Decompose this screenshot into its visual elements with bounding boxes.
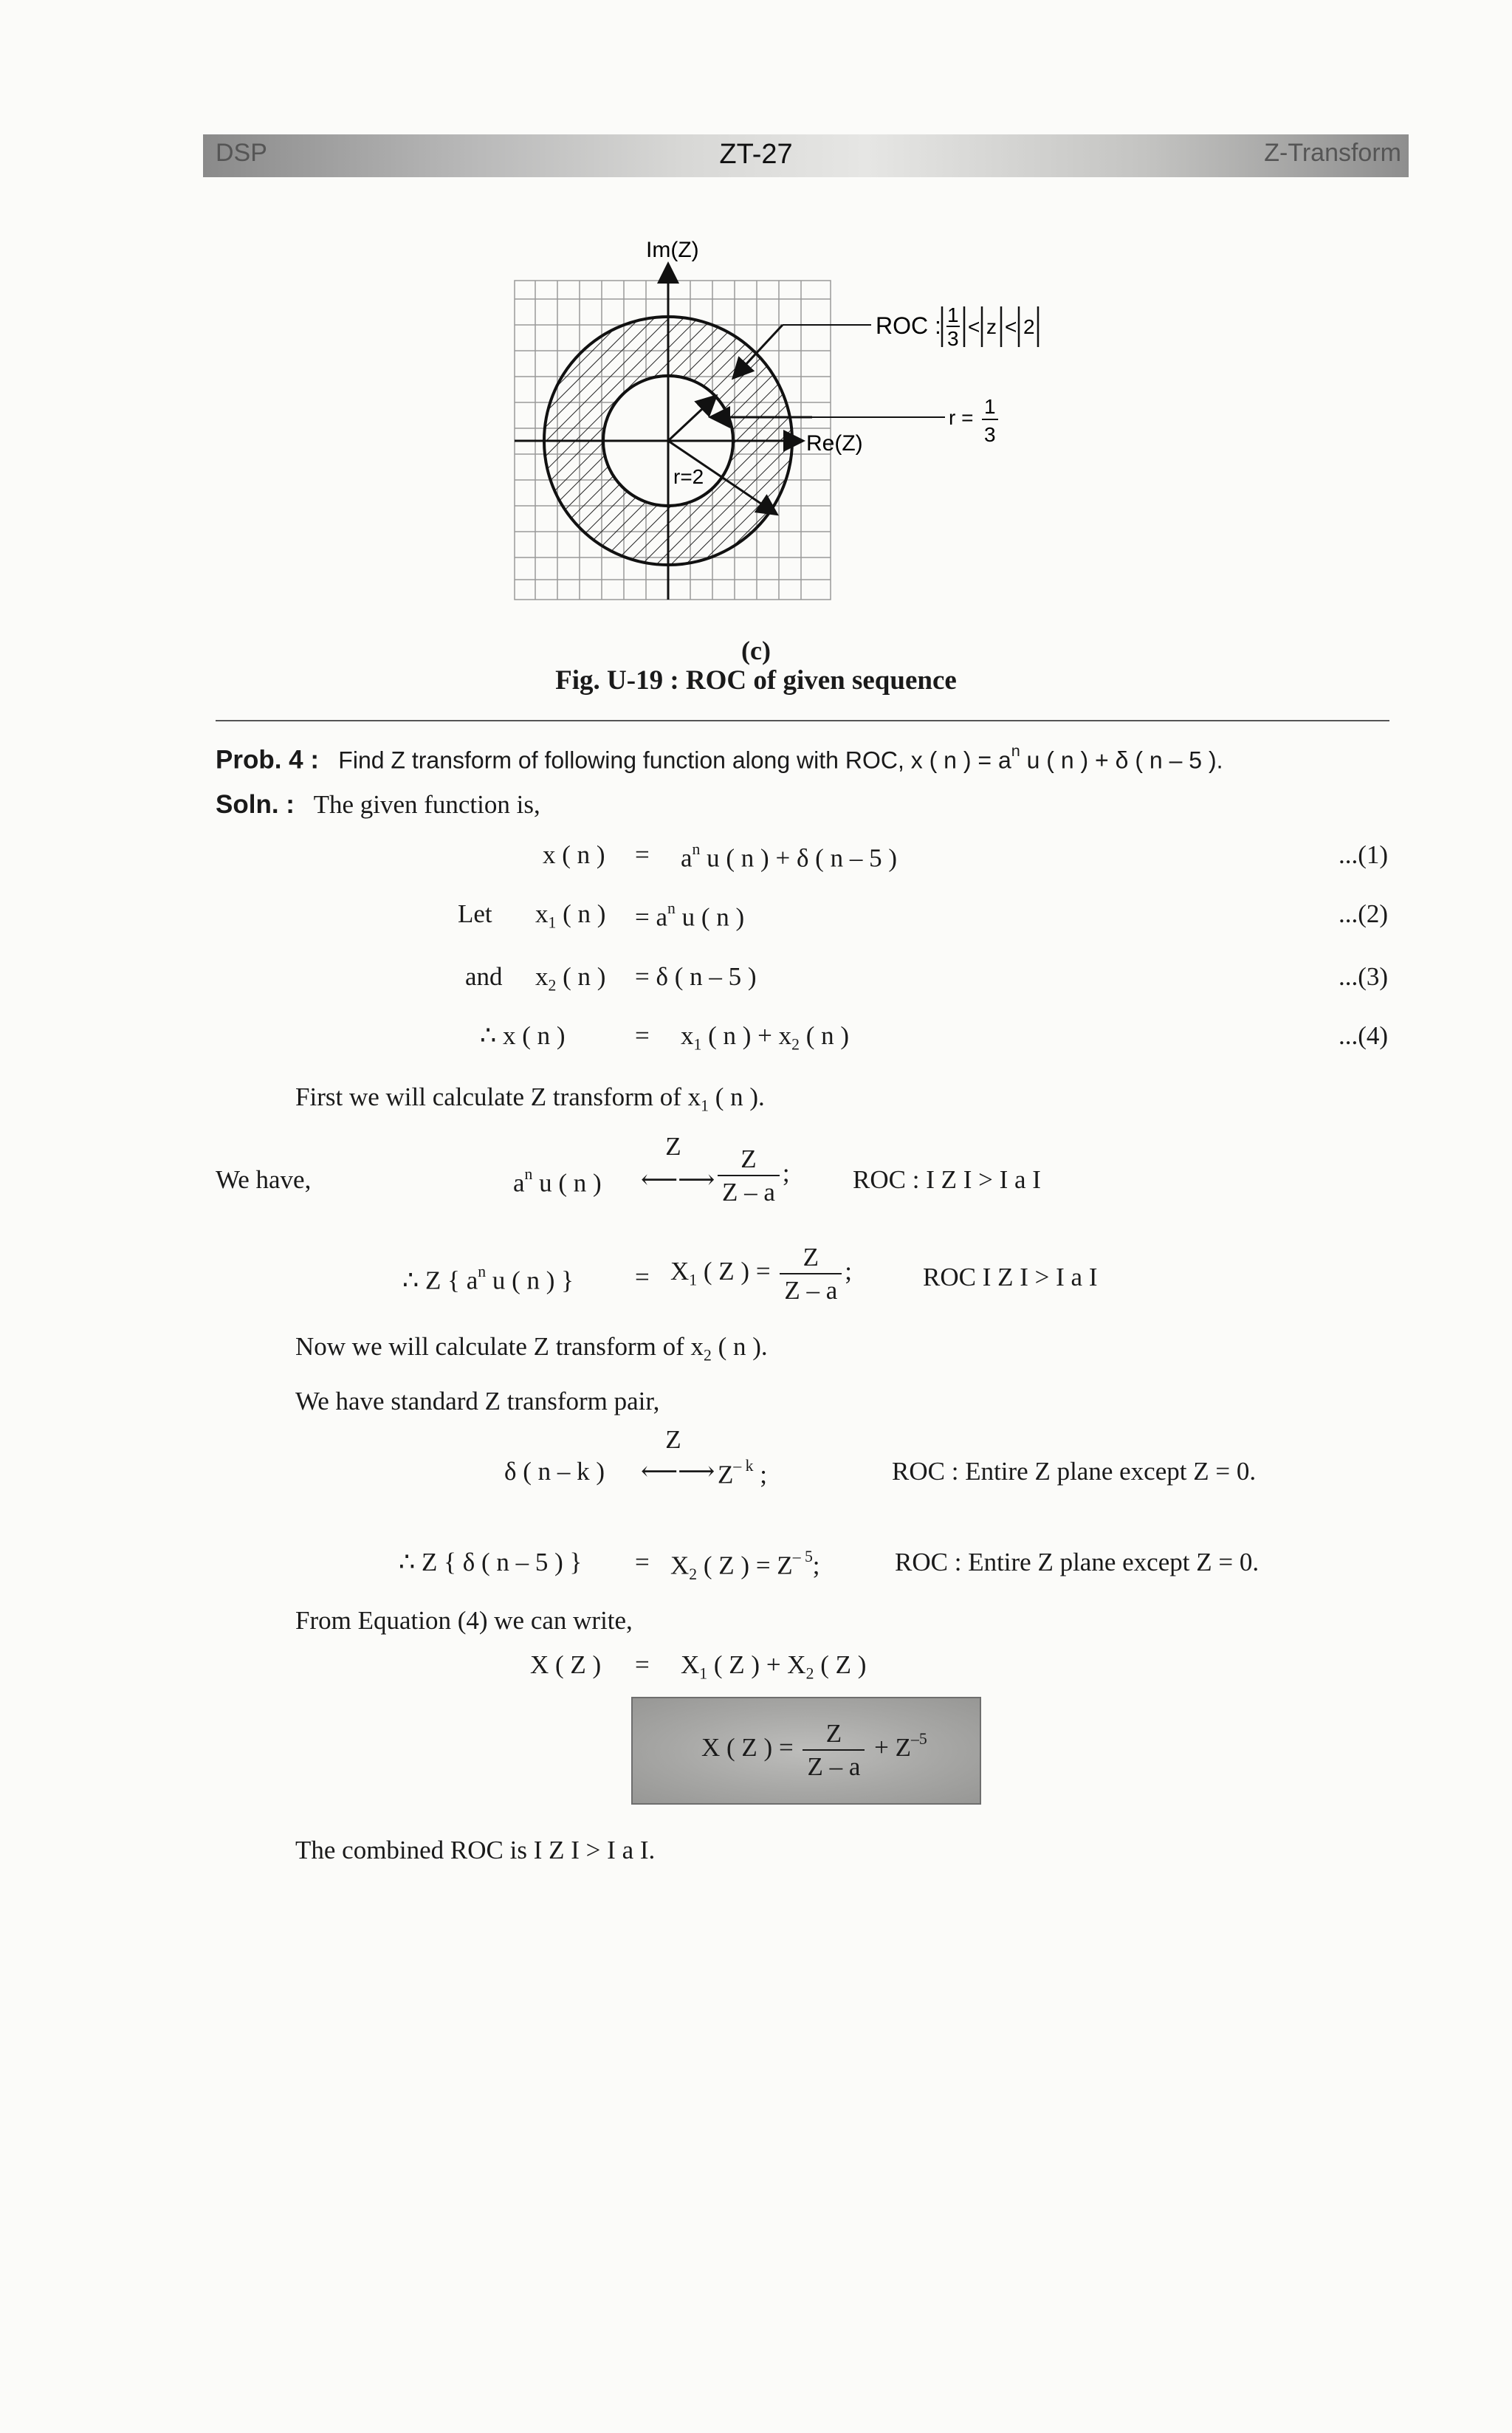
and-word: and xyxy=(465,962,503,991)
eq1-rhs: $a^n$ u ( n ) + δ ( n – 5 ) xyxy=(681,840,897,873)
result2-rhs: $X_2$ ( Z ) = $Z^{- 5}$; xyxy=(670,1548,820,1583)
re-axis-label: Re(Z) xyxy=(806,431,863,456)
header-right-label: Z-Transform xyxy=(1264,139,1401,167)
result2-lhs: ∴ Z { δ ( n – 5 ) } xyxy=(399,1548,583,1576)
page-number: ZT-27 xyxy=(719,139,793,170)
svg-text:z: z xyxy=(986,315,997,338)
figure-sub-label: (c) xyxy=(741,636,771,665)
eq3-number: ...(3) xyxy=(1338,962,1388,991)
eq3-lhs: $x_2$ ( n ) xyxy=(535,962,606,995)
pair1-arrow: ⟵⟶ xyxy=(641,1165,715,1194)
eq2-number: ...(2) xyxy=(1338,899,1388,928)
problem-text: Find Z transform of following function along with ROC, x ( n ) = a xyxy=(338,747,1011,774)
eq1-lhs: x ( n ) xyxy=(543,840,605,869)
inner-radius-label: r = xyxy=(949,406,974,429)
pair2-arrow: ⟵⟶ xyxy=(641,1457,715,1486)
result2-roc: ROC : Entire Z plane except Z = 0. xyxy=(895,1548,1260,1576)
eq2-lhs: $x_1$ ( n ) xyxy=(535,899,606,932)
figure-caption: Fig. U-19 : ROC of given sequence xyxy=(555,665,957,696)
pair1-z: Z xyxy=(665,1132,681,1161)
combined-roc-text: The combined ROC is I Z I > I a I. xyxy=(295,1836,656,1864)
step4-text: From Equation (4) we can write, xyxy=(295,1606,633,1635)
step3-text: We have standard Z transform pair, xyxy=(295,1387,660,1415)
roc-figure xyxy=(472,236,1063,620)
sum-rhs: $X_1$ ( Z ) + $X_2$ ( Z ) xyxy=(681,1650,867,1683)
im-axis-label: Im(Z) xyxy=(646,238,699,262)
step2-text: Now we will calculate Z transform of $x_2$ ( n ). xyxy=(295,1332,768,1365)
svg-text:3: 3 xyxy=(947,327,959,350)
solution-intro: Soln. : The given function is, xyxy=(216,790,540,819)
roc-inequality xyxy=(942,303,1038,350)
header-left-label: DSP xyxy=(216,139,267,167)
eq2-rhs: = $a^n$ u ( n ) xyxy=(635,899,745,932)
problem-text-tail: u ( n ) + δ ( n – 5 ). xyxy=(1026,747,1223,774)
we-have-label: We have, xyxy=(216,1165,312,1194)
step1-text: First we will calculate Z transform of $x_1$ ( n ). xyxy=(295,1082,765,1115)
eq4-rhs: $x_1$ ( n ) + $x_2$ ( n ) xyxy=(681,1021,850,1054)
eq4-lhs: ∴ x ( n ) xyxy=(480,1021,566,1050)
pair2-rhs: $Z^{- k}$ ; xyxy=(718,1457,767,1489)
let-word: Let xyxy=(458,899,492,928)
inner-radius-fraction xyxy=(982,395,998,446)
problem-statement: Prob. 4 : Find Z transform of following function along with ROC, x ( n ) = $a^n$ u ( n ) + δ ( n – 5 ). xyxy=(216,741,1223,775)
solution-label: Soln. : xyxy=(216,790,295,819)
result1-rhs: $X_1$ ( Z ) = $\frac{Z}{Z - a}$ ; xyxy=(670,1243,852,1305)
svg-text:2: 2 xyxy=(1023,315,1035,338)
sum-lhs: X ( Z ) xyxy=(530,1650,602,1679)
outer-radius-label: r=2 xyxy=(673,465,704,488)
eq4-number: ...(4) xyxy=(1338,1021,1388,1050)
final-result: X ( Z ) = $\frac{Z}{Z - a}$ + $Z^{-5}$ xyxy=(701,1719,927,1781)
svg-text:1: 1 xyxy=(984,395,996,418)
roc-diagram xyxy=(472,236,1063,620)
section-divider xyxy=(216,720,1389,721)
svg-text:<: < xyxy=(1005,315,1017,338)
pair2-roc: ROC : Entire Z plane except Z = 0. xyxy=(892,1457,1257,1486)
problem-label: Prob. 4 : xyxy=(216,745,320,775)
svg-text:1: 1 xyxy=(947,303,959,326)
pair1-fraction: $\frac{Z}{Z - a}$ ; xyxy=(715,1146,790,1205)
eq3-rhs: = δ ( n – 5 ) xyxy=(635,962,757,991)
pair2-lhs: δ ( n – k ) xyxy=(504,1457,605,1486)
roc-label: ROC : xyxy=(876,312,941,339)
pair1-roc: ROC : I Z I > I a I xyxy=(853,1165,1041,1194)
pair2-z: Z xyxy=(665,1425,681,1454)
result1-roc: ROC I Z I > I a I xyxy=(923,1263,1098,1291)
svg-text:<: < xyxy=(968,315,980,338)
pair1-lhs: $a^n$ u ( n ) xyxy=(513,1165,602,1198)
eq1-number: ...(1) xyxy=(1338,840,1388,869)
svg-text:3: 3 xyxy=(984,423,996,446)
result1-lhs: ∴ Z { $a^n$ u ( n ) } xyxy=(402,1263,574,1295)
